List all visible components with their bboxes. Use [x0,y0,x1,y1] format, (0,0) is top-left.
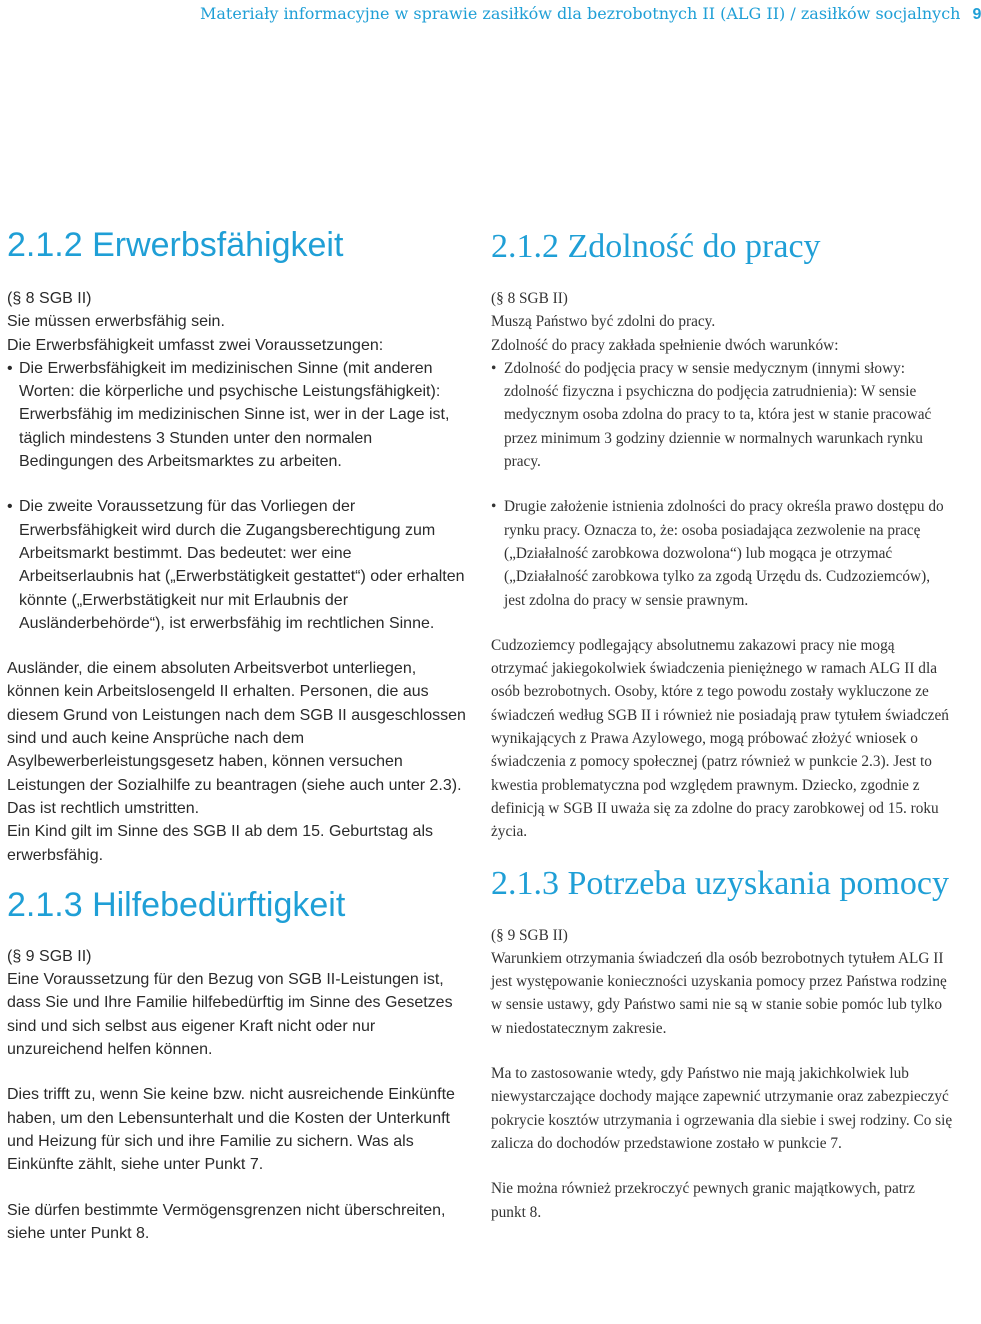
section-heading-zdolnosc: 2.1.2 Zdolność do pracy [491,228,821,265]
paragraph: Zdolność do pracy zakłada spełnienie dwóch warunków: [491,336,839,354]
paragraph: Warunkiem otrzymania świadczeń dla osób bezrobotnych tytułem ALG II jest występowanie konieczności uzyskania pomocy przez Państwa rodzinę w sensie ustawy, gdy Państwo sami nie są w stanie sobie pomóc lub tylko w niedostatecznym zakresie. [491,949,947,1037]
polish-column [491,225,953,1224]
legal-reference: (§ 8 SGB II) [491,290,568,307]
bullet-item: • Die zweite Voraussetzung für das Vorliegen der Erwerbsfähigkeit wird durch die Zugangsberechtigung zum Arbeitsmarkt bestimmt. Das bedeutet: wer eine Arbeitserlaubnis hat („Erwerbstätigkeit gestattet“) oder erhalten könnte („Erwerbstätigkeit nur mit Erlaubnis der Ausländerbehörde“), ist erwerbsfähig im rechtlichen Sinne. [7,495,469,635]
bullet-item: • Die Erwerbsfähigkeit im medizinischen Sinne (mit anderen Worten: die körperliche und psychische Leistungsfähigkeit): Erwerbsfähig im medizinischen Sinne ist, wer in der Lage ist, täglich mindestens 3 Stunden unter den normalen Bedingungen des Arbeitsmarktes zu arbeiten. [7,357,469,473]
section-heading-potrzeba-pomocy: 2.1.3 Potrzeba uzyskania pomocy [491,864,949,902]
legal-reference: (§ 8 SGB II) [7,290,92,307]
paragraph: Sie dürfen bestimmte Vermögensgrenzen nicht überschreiten, siehe unter Punkt 8. [7,1201,446,1242]
legal-reference: (§ 9 SGB II) [7,947,92,965]
paragraph: Muszą Państwo być zdolni do pracy. [491,313,716,331]
paragraph: Ausländer, die einem absoluten Arbeitsverbot unterliegen, können kein Arbeitslosengeld II erhalten. Personen, die aus diesem Grund von Leistungen nach dem SGB II ausgeschlossen sind und auch keine Ansprüche nach dem Asylbewerberleistungsgesetz haben, können versuchen Leistungen der Sozialhilfe zu beantragen (siehe auch unter 2.3). Das ist rechtlich umstritten. [7,660,466,817]
paragraph: Dies trifft zu, wenn Sie keine bzw. nicht ausreichende Einkünfte haben, um den Lebensunterhalt und die Kosten der Unterkunft und Heizung für sich und ihre Familie zu sichern. Was als Einkünfte zählt, siehe unter Punkt 7. [7,1086,455,1174]
bullet-item: • Drugie założenie istnienia zdolności do pracy określa prawo dostępu do rynku pracy. Oznacza to, że: osoba posiadająca zezwolenie na pracę („Działalność zarobkowa dozwolona“) lub mogąca je otrzymać („Działalność zarobkowa tylko za zgodą Urzędu ds. Cudzoziemców), jest zdolna do pracy w sensie prawnym. [491,495,953,611]
german-column [7,225,469,1245]
paragraph: Ein Kind gilt im Sinne des SGB II ab dem 15. Geburtstag als erwerbsfähig. [7,823,433,864]
paragraph: Eine Voraussetzung für den Bezug von SGB II-Leistungen ist, dass Sie und Ihre Familie hilfebedürftig im Sinne des Gesetzes sind und sich selbst aus eigener Kraft nicht oder nur unzureichend helfen können. [7,971,453,1059]
paragraph: Sie müssen erwerbsfähig sein. [7,313,225,331]
section-heading-erwerbsfaehigkeit: 2.1.2 Erwerbsfähigkeit [7,226,344,264]
paragraph: Die Erwerbsfähigkeit umfasst zwei Voraussetzungen: [7,336,384,354]
paragraph: Ma to zastosowanie wtedy, gdy Państwo nie mają jakichkolwiek lub niewystarczające dochody mające zapewnić utrzymanie oraz zabezpieczyć pokrycie kosztów utrzymania i ogrzewania dla siebie i swej rodziny. Co się zalicza do dochodów przedstawione zostało w punkcie 7. [491,1065,953,1152]
legal-reference: (§ 9 SGB II) [491,926,568,944]
paragraph: Cudzoziemcy podlegający absolutnemu zakazowi pracy nie mogą otrzymać jakiegokolwiek świadczenia pieniężnego w ramach ALG II dla osób bezrobotnych. Osoby, które z tego powodu zostały wykluczone ze świadczeń według SGB II i również nie posiadają praw tytułem świadczeń wynikających z Prawa Azylowego, mogą próbować złożyć wniosek o świadczenia z pomocy społecznej (patrz również w punkcie 2.3). Jest to kwestia problematyczna pod względem prawnym. Dziecko, zgodnie z definicją w SGB II uważa się za zdolne do pracy zarobkowej od 15. roku życia. [491,636,949,841]
page-header [200,3,981,26]
paragraph: Nie można również przekroczyć pewnych granic majątkowych, patrz punkt 8. [491,1180,915,1221]
section-heading-hilfebeduerftigkeit: 2.1.3 Hilfebedürftigkeit [7,885,346,924]
page-number: 9 [972,6,981,23]
bullet-item: • Zdolność do podjęcia pracy w sensie medycznym (innymi słowy: zdolność fizyczna i psychiczna do podjęcia zatrudnienia): W sensie medycznym osoba zdolna do pracy to ta, która jest w stanie pracować przez minimum 3 godziny dziennie w normalnych warunkach rynku pracy. [491,357,953,473]
header-title: Materiały informacyjne w sprawie zasiłków dla bezrobotnych II (ALG II) / zasiłków socjalnych [200,4,961,23]
